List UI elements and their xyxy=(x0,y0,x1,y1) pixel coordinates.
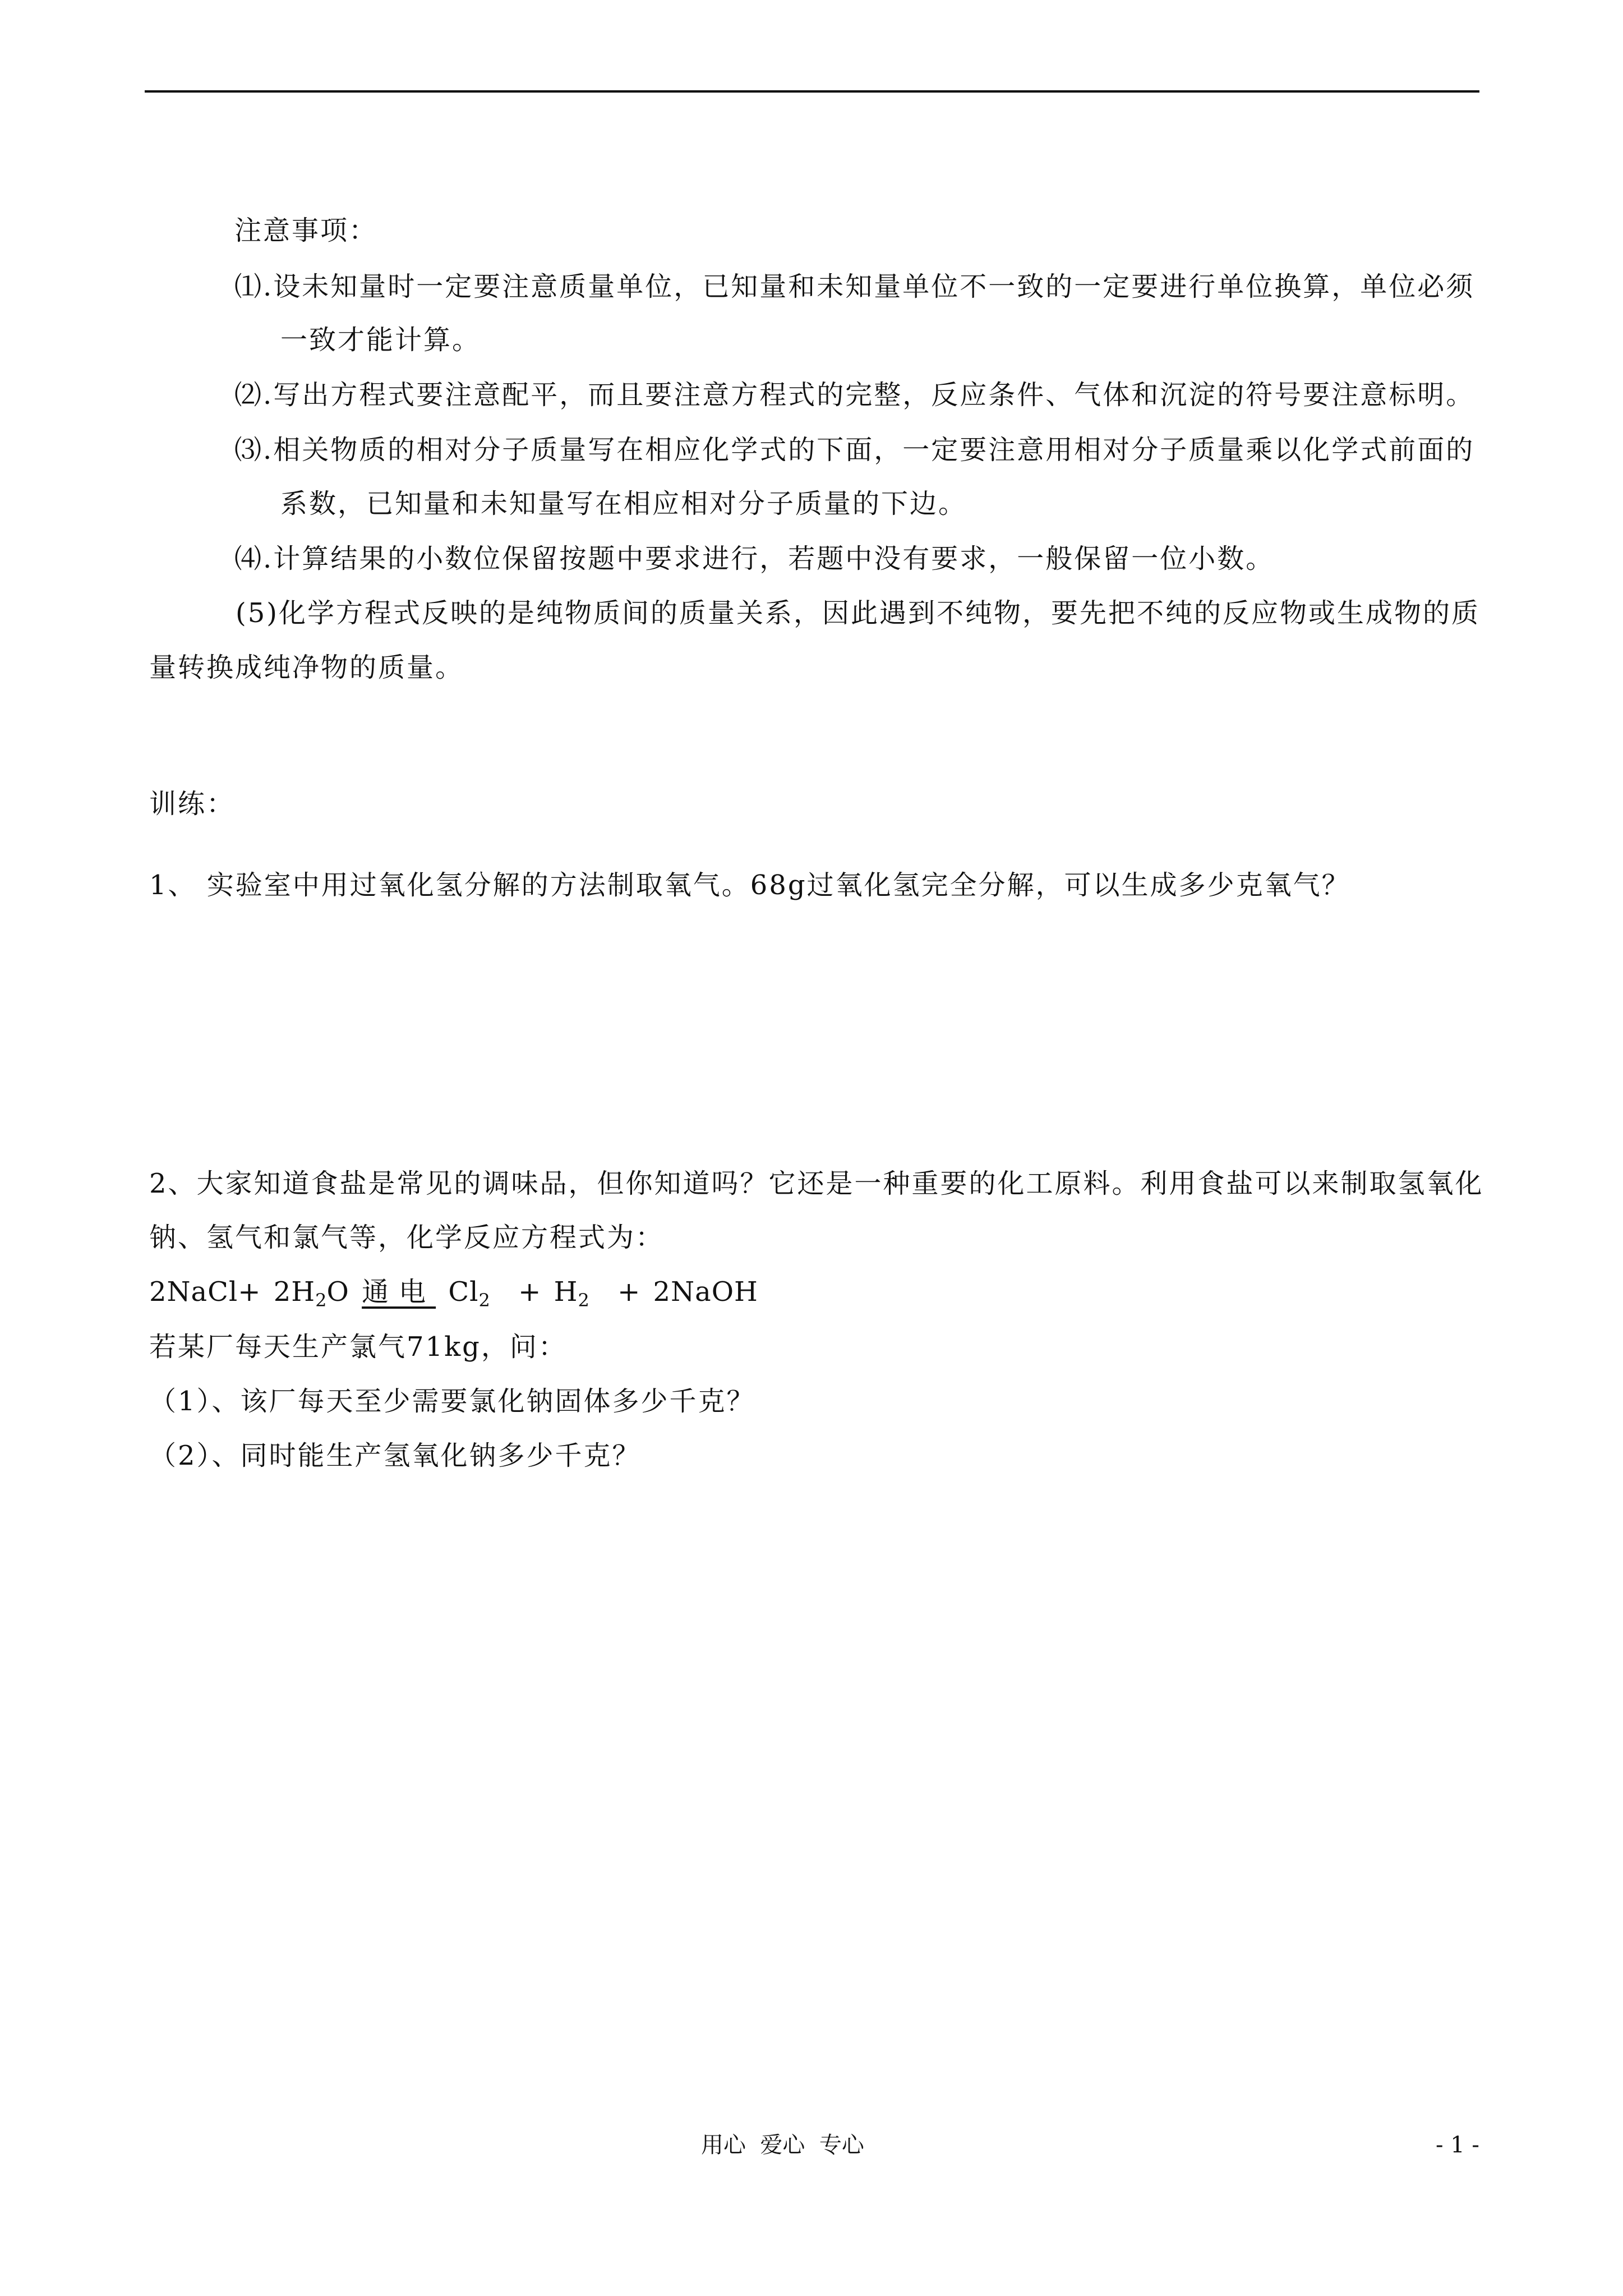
note-item-2: ⑵.写出方程式要注意配平，而且要注意方程式的完整，反应条件、气体和沉淀的符号要注意标明。 xyxy=(234,379,1475,411)
question-2-sub-1: （1）、该厂每天至少需要氯化钠固体多少千克？ xyxy=(149,1386,755,1417)
eq-product-1: $Cl_2$ xyxy=(448,1276,490,1311)
header-rule xyxy=(145,90,1479,93)
note-item-1-cont: 一致才能计算。 xyxy=(280,324,481,356)
note-item-5: (5)化学方程式反映的是纯物质间的质量关系，因此遇到不纯物，要先把不纯的反应物或生成物的质 xyxy=(236,597,1480,629)
question-2-sub-2: （2）、同时能生产氢氧化钠多少千克？ xyxy=(149,1440,641,1471)
note-item-3-cont: 系数，已知量和未知量写在相应相对分子质量的下边。 xyxy=(280,488,967,519)
question-2-given: 若某厂每天生产氯气71kg，问： xyxy=(149,1331,567,1363)
eq-reactant-2: $2H_2O$ xyxy=(273,1276,349,1311)
question-2: 2、大家知道食盐是常见的调味品，但你知道吗？它还是一种重要的化工原料。利用食盐可以来制取氢氧化 xyxy=(149,1168,1484,1199)
note-item-5-cont: 量转换成纯净物的质量。 xyxy=(149,652,464,683)
eq-product-2: $H_2$ xyxy=(554,1276,589,1311)
note-item-4: ⑷.计算结果的小数位保留按题中要求进行，若题中没有要求，一般保留一位小数。 xyxy=(234,543,1275,574)
eq-condition: 通电 xyxy=(362,1276,436,1308)
footer-motto: 用心 爱心 专心 xyxy=(701,2132,864,2158)
note-item-1: ⑴.设未知量时一定要注意质量单位，已知量和未知量单位不一致的一定要进行单位换算，单位必须 xyxy=(234,271,1475,302)
note-item-3: ⑶.相关物质的相对分子质量写在相应化学式的下面，一定要注意用相对分子质量乘以化学式前面的 xyxy=(234,434,1475,466)
question-2-cont: 钠、氢气和氯气等，化学反应方程式为： xyxy=(149,1222,665,1253)
notes-title: 注意事项： xyxy=(234,215,378,246)
eq-plus-2: + xyxy=(617,1276,641,1308)
eq-product-3: 2NaOH xyxy=(653,1276,758,1308)
chemical-equation xyxy=(149,1276,762,1310)
page-number: - 1 - xyxy=(1436,2132,1479,2158)
eq-reactant-1: 2NaCl+ xyxy=(149,1276,261,1308)
training-title: 训练： xyxy=(149,788,236,820)
eq-plus-1: + xyxy=(518,1276,542,1308)
question-1: 1、 实验室中用过氧化氢分解的方法制取氧气。68g过氧化氢完全分解，可以生成多少克氧气？ xyxy=(149,869,1350,901)
